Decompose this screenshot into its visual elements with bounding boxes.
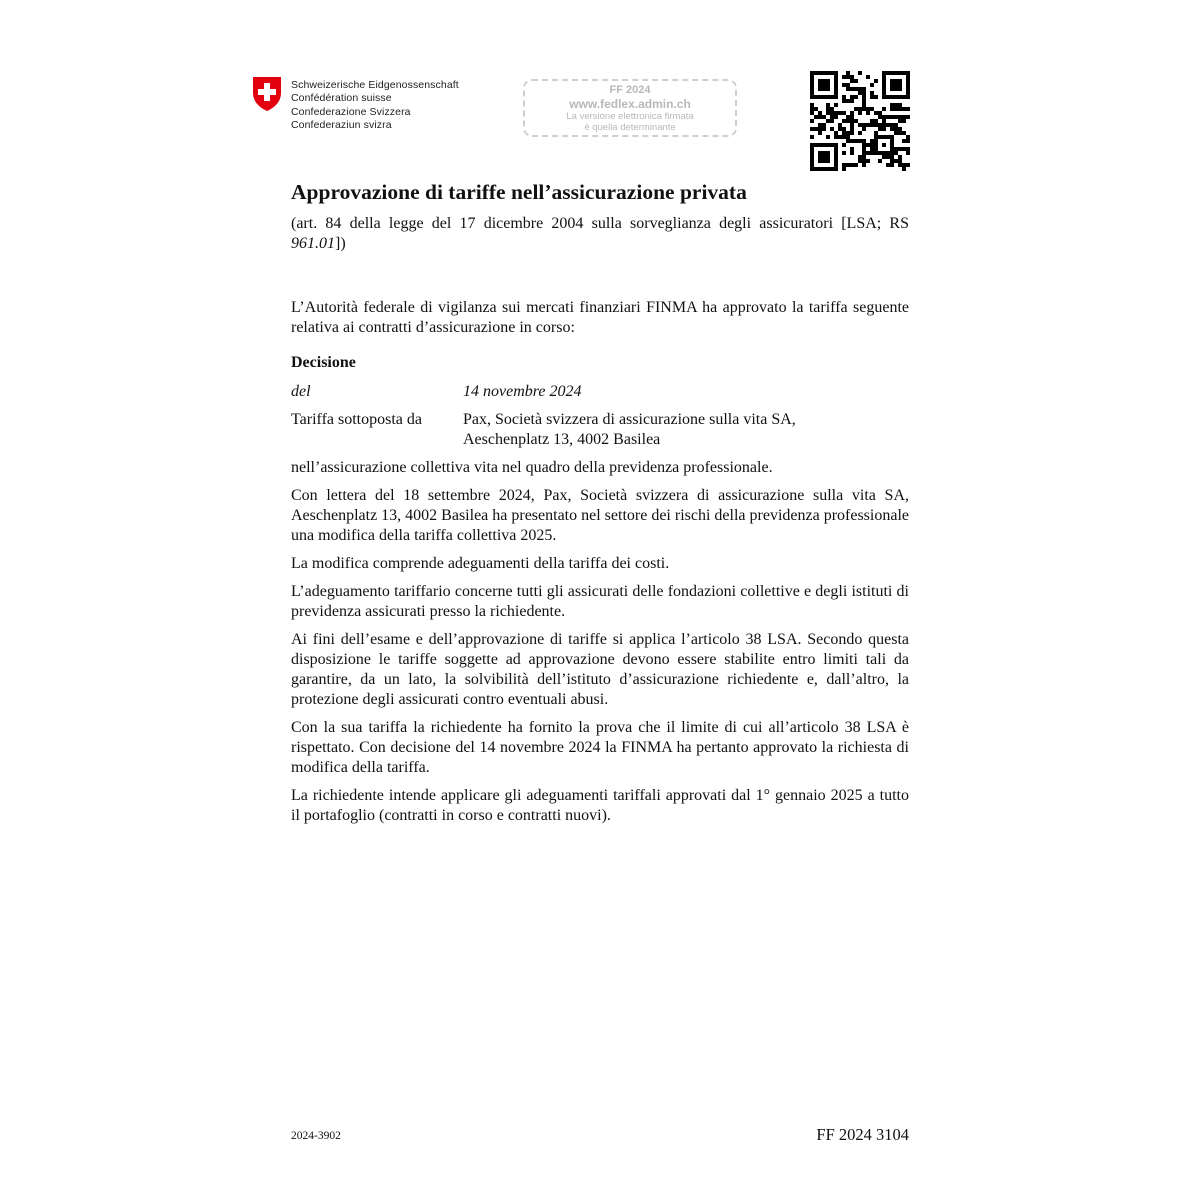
decision-heading: Decisione [291, 354, 356, 371]
subtitle-end: ]) [335, 235, 346, 252]
paragraph-2: Con lettera del 18 settembre 2024, Pax, Società svizzera di assicurazione sulla vita SA, Aeschenplatz 13, 4002 Basilea ha presentato nel settore dei rischi della previdenza professionale una modifica della tariffa collettiva 2025. [291, 487, 909, 544]
subtitle-reference: 961.01 [291, 235, 335, 252]
confederation-line-it: Confederazione Svizzera [291, 105, 411, 118]
document-title: Approvazione di tariffe nell’assicurazione privata [291, 180, 747, 204]
qr-code-icon [810, 71, 910, 171]
swiss-coat-of-arms-icon [252, 76, 282, 112]
confederation-line-rm: Confederaziun svizra [291, 118, 392, 131]
paragraph-7: La richiedente intende applicare gli adeguamenti tariffali approvati dal 1° gennaio 2025 a tutto il portafoglio (contratti in corso e contratti nuovi). [291, 787, 909, 824]
date-value: 14 novembre 2024 [463, 383, 582, 400]
paragraph-3: La modifica comprende adeguamenti della tariffa dei costi. [291, 555, 670, 572]
decision-date-row [291, 382, 909, 402]
confederation-line-fr: Confédération suisse [291, 92, 392, 105]
stamp-line-4: è quella determinante [584, 122, 676, 133]
submitter-label: Tariffa sottoposta da [291, 411, 422, 428]
subtitle-main: (art. 84 della legge del 17 dicembre 2004 sulla sorveglianza degli assicuratori [LSA; RS [291, 215, 909, 232]
paragraph-4: L’adeguamento tariffario concerne tutti gli assicurati delle fondazioni collettive e degli istituti di previdenza assicurati presso la richiedente. [291, 583, 909, 620]
footer-document-id: 2024-3902 [291, 1130, 341, 1142]
fedlex-stamp [523, 79, 737, 137]
confederation-line-de: Schweizerische Eidgenossenschaft [291, 79, 459, 91]
paragraph-1: nell’assicurazione collettiva vita nel quadro della previdenza professionale. [291, 459, 773, 476]
confederation-name [291, 79, 459, 132]
submitter-line-2: Aeschenplatz 13, 4002 Basilea [463, 431, 661, 448]
paragraph-6: Con la sua tariffa la richiedente ha fornito la prova che il limite di cui all’articolo 38 LSA è rispettato. Con decisione del 14 novembre 2024 la FINMA ha pertanto approvato la richiesta di modifica della tariffa. [291, 719, 909, 776]
stamp-line-1: FF 2024 [609, 84, 651, 96]
document-subtitle [291, 214, 909, 254]
paragraph-5: Ai fini dell’esame e dell’approvazione di tariffe si applica l’articolo 38 LSA. Secondo questa disposizione le tariffe soggette ad approvazione devono essere stabilite entro limiti tali da garantire, da un lato, la solvibilità dell’istituto d’assicurazione richiedente e, dall’altro, la protezione degli assicurati contro eventuali abusi. [291, 631, 909, 708]
submitter-row [291, 410, 909, 450]
submitter-value [463, 410, 909, 450]
intro-paragraph: L’Autorità federale di vigilanza sui mercati finanziari FINMA ha approvato la tariffa seguente relativa ai contratti d’assicurazione in corso: [291, 299, 909, 336]
date-label: del [291, 383, 311, 400]
stamp-line-3: La versione elettronica firmata [566, 111, 694, 122]
submitter-line-1: Pax, Società svizzera di assicurazione sulla vita SA, [463, 411, 796, 428]
document-body [291, 298, 909, 834]
stamp-url: www.fedlex.admin.ch [569, 97, 691, 111]
footer-reference: FF 2024 3104 [816, 1125, 909, 1144]
